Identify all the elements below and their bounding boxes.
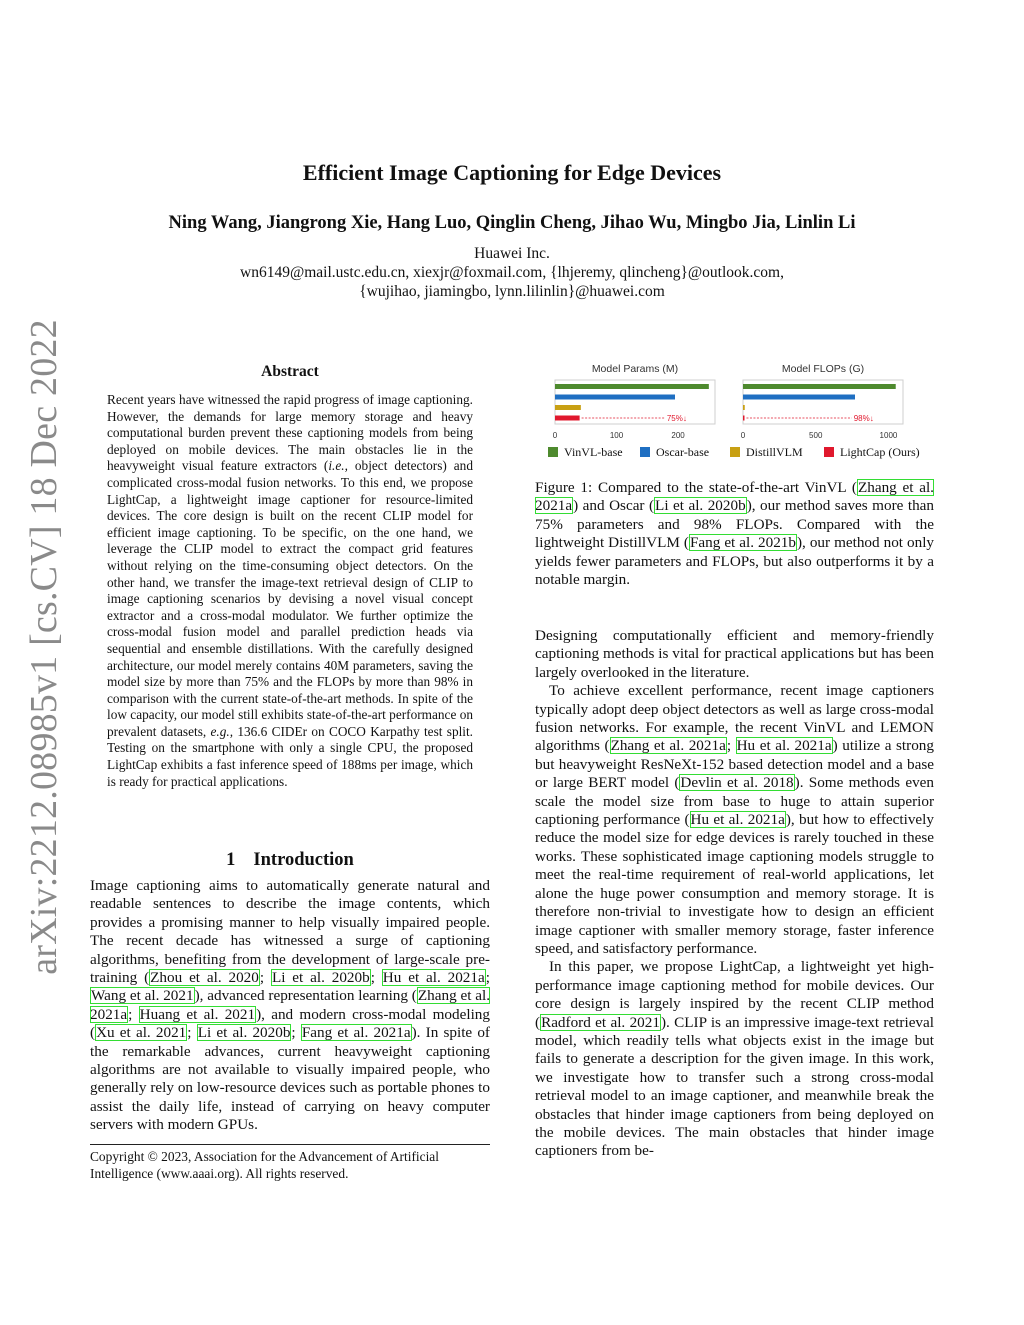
legend-item: DistillVLM: [730, 445, 803, 460]
introduction-paragraph: Image captioning aims to automatically generate natural and readable sentences to describe the image contents, which provides a promising manner to help visually impaired people. The recent decade has witnessed a surge of captioning algorithms, benefiting from the development of large-scale pre-training (Zhou et al. 2020; Li et al. 2020b; Hu et al. 2021a; Wang et al. 2021), advanced representation learning (Zhang et al. 2021a; Huang et al. 2021), and modern cross-modal modeling (Xu et al. 2021; Li et al. 2020b; Fang et al. 2021a). In spite of the remarkable advances, current heavyweight captioning algorithms are not available to visually impaired people, who generally rely on low-resource devices such as portable phones to assist the daily life, instead of carrying on heavy computer servers with modern GPUs.: [90, 877, 490, 1134]
flops-chart: [741, 363, 903, 440]
citation-link[interactable]: Xu et al. 2021: [96, 1024, 187, 1042]
bar-distillvlm: [555, 405, 581, 410]
section-title: Introduction: [253, 850, 354, 870]
x-tick-label: 500: [809, 431, 823, 440]
legend-swatch: [824, 447, 834, 457]
x-tick-label: 0: [552, 431, 558, 440]
bar-lightcap-ours: [743, 416, 745, 421]
chart-title: Model Params (M): [591, 363, 679, 375]
abstract-heading: Abstract: [261, 363, 319, 380]
citation-link[interactable]: Radford et al. 2021: [541, 1013, 660, 1031]
x-tick-label: 1000: [879, 431, 898, 440]
arxiv-identifier-text: arXiv:2212.08985v1 [cs.CV] 18 Dec 2022: [23, 319, 65, 975]
figure-1-caption: Figure 1: Compared to the state-of-the-art VinVL (Zhang et al. 2021a) and Oscar (Li et al. 2020b), our method saves more than 75% parameters and 98% FLOPs. Compared with the lightweight DistillVLM (Fang et al. 2021b), our method not only yields fewer parameters and FLOPs, but also outperforms it by a notable margin.: [535, 479, 935, 589]
legend-swatch: [548, 447, 558, 457]
abstract-body: Recent years have witnessed the rapid progress of image captioning. However, the demands for large memory storage and heavy computational burden prevent these captioning models from being deployed on mobile devices. The main obstacles lie in the heavyweight visual feature extractors (i.e., object detectors) and complicated cross-modal fusion networks. To this end, we propose LightCap, a lightweight image captioner for resource-limited devices. The core design is built on the recent CLIP model for efficient image captioning. To be specific, on the one hand, we leverage the CLIP model to extract the compact grid features without relying on the time-consuming object detectors. On the other hand, we transfer the image-text retrieval design of CLIP to image captioning scenarios by devising a novel visual concept extractor and a cross-modal modulator. We further optimize the cross-modal fusion model and parallel prediction heads via sequential and ensemble distillations. With the carefully designed architecture, our model merely contains 40M parameters, saving the model size by more than 75% and the FLOPs by more than 98% in comparison with the current state-of-the-art methods. In spite of the low capacity, our model still exhibits state-of-the-art performance on prevalent datasets, e.g., 136.6 CIDEr on COCO Karpathy test split. Testing on the smartphone with only a single CPU, the proposed LightCap exhibits a fast inference speed of 188ms per image, which is ready for practical applications.: [107, 392, 473, 789]
reduction-annotation: 98%↓: [853, 414, 874, 423]
citation-link[interactable]: Hu et al. 2021a: [382, 969, 485, 987]
legend-swatch: [640, 447, 650, 457]
x-tick-label: 200: [671, 431, 685, 440]
x-tick-label: 100: [609, 431, 624, 440]
legend-item: Oscar-base: [640, 445, 709, 460]
citation-link[interactable]: Wang et al. 2021: [91, 987, 194, 1005]
citation-link[interactable]: Devlin et al. 2018: [680, 774, 794, 792]
bar-lightcap-ours: [555, 416, 580, 421]
paper-title: Efficient Image Captioning for Edge Devices: [302, 160, 722, 185]
citation-link[interactable]: Li et al. 2020b: [197, 1024, 291, 1042]
citation-link[interactable]: Hu et al. 2021a: [690, 811, 785, 829]
legend-item: VinVL-base: [548, 445, 623, 460]
emails-line-2: {wujihao, jiamingbo, lynn.lilinlin}@huawei.com: [359, 283, 665, 300]
bar-oscar-base: [555, 395, 675, 400]
bar-vinvl-base: [555, 384, 709, 389]
citation-link[interactable]: Li et al. 2020b: [655, 497, 746, 515]
figure-legend: [548, 445, 938, 463]
paragraph: To achieve excellent performance, recent image captioners typically adopt deep object detectors as well as large cross-modal fusion networks. For example, the recent VinVL and LEMON algorithms (Zhang et al. 2021a; Hu et al. 2021a) utilize a strong but heavyweight ResNeXt-152 based detection model and a base or large BERT model (Devlin et al. 2018). Some methods even scale the model size from base to huge to attain superior captioning performance (Hu et al. 2021a), but how to effectively reduce the model size for edge devices is rarely touched in these works. These sophisticated image captioning models struggle to meet the real-time requirement of real-world applications, let alone the huge power consumption and memory storage. It is therefore non-trivial to investigate how to design an efficient image captioner with smaller memory storage, faster inference speed, and satisfactory performance.: [535, 682, 935, 957]
author-list: Ning Wang, Jiangrong Xie, Hang Luo, Qinglin Cheng, Jihao Wu, Mingbo Jia, Linlin Li: [168, 213, 856, 233]
citation-link[interactable]: Li et al. 2020b: [271, 969, 370, 987]
bar-vinvl-base: [743, 384, 896, 389]
right-column-body: [535, 627, 934, 1161]
legend-item: LightCap (Ours): [824, 445, 920, 460]
citation-link[interactable]: Fang et al. 2021b: [689, 534, 796, 552]
arxiv-side-identifier: [20, 319, 68, 975]
copyright-notice: Copyright © 2023, Association for the Advancement of Artificial Intelligence (www.aaai.org). All rights reserved.: [90, 1144, 490, 1182]
paragraph: In this paper, we propose LightCap, a lightweight yet high-performance image captioning method for mobile devices. Our core design is largely inspired by the recent CLIP method (Radford et al. 2021). CLIP is an impressive image-text retrieval model, which readily tells what objects exist in the image but fails to generate a description for the given image. In this work, we investigate how to transfer such a strong cross-modal retrieval model to an image captioner, and meanwhile break the obstacles that hinder image captioners from being deployed on the mobile devices. The main obstacles that hinder image captioners from be-: [535, 958, 934, 1160]
citation-link[interactable]: Hu et al. 2021a: [736, 737, 832, 755]
citation-link[interactable]: Fang et al. 2021a: [301, 1024, 411, 1042]
affiliation-block: [0, 244, 1024, 301]
citation-link[interactable]: Zhou et al. 2020: [150, 969, 259, 987]
citation-link[interactable]: Huang et al. 2021: [139, 1005, 256, 1023]
citation-link[interactable]: Zhang et al. 2021a: [535, 479, 934, 515]
bar-oscar-base: [743, 395, 855, 400]
bar-distillvlm: [743, 405, 745, 410]
section-heading-introduction: [90, 850, 490, 871]
emails-line-1: wn6149@mail.ustc.edu.cn, xiexjr@foxmail.com, {lhjeremy, qlincheng}@outlook.com,: [240, 264, 784, 281]
citation-link[interactable]: Zhang et al. 2021a: [610, 737, 726, 755]
citation-link[interactable]: Zhang et al. 2021a: [90, 987, 490, 1023]
affiliation: Huawei Inc.: [474, 245, 550, 262]
chart-title: Model FLOPs (G): [781, 363, 865, 375]
paragraph: Designing computationally efficient and memory-friendly captioning methods is vital for practical applications but has been largely overlooked in the literature.: [535, 627, 934, 681]
reduction-annotation: 75%↓: [666, 414, 687, 423]
params-chart: [553, 363, 715, 440]
section-number: 1: [226, 850, 236, 870]
legend-swatch: [730, 447, 740, 457]
x-tick-label: 0: [740, 431, 746, 440]
